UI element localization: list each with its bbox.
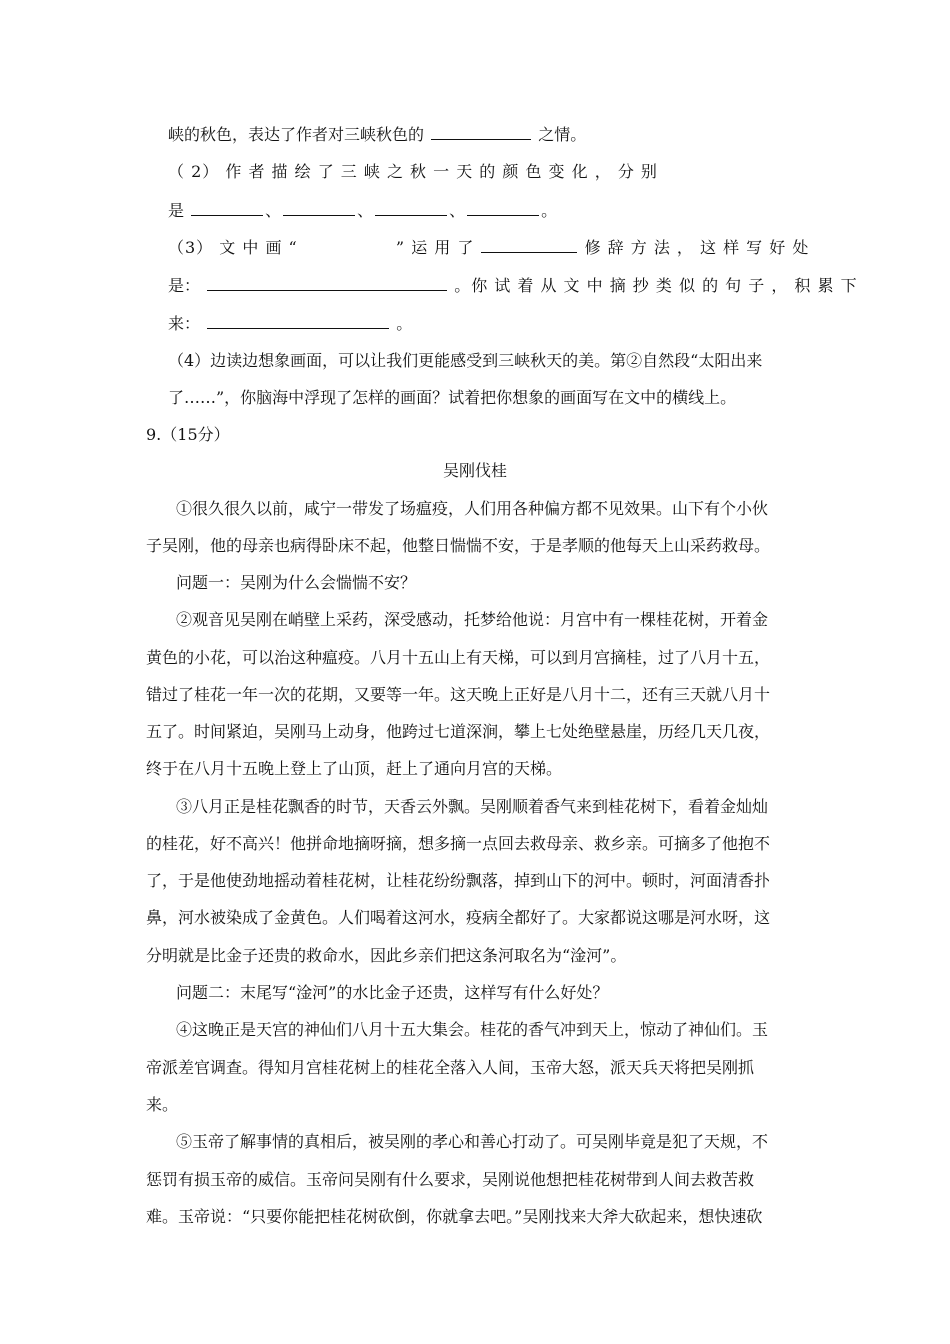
question-two: 问题二：末尾写“淦河”的水比金子还贵，这样写有什么好处？ — [176, 983, 609, 1002]
q8-line-1: 峡的秋色，表达了作者对三峡秋色的 之情。 — [168, 125, 587, 144]
answer-blank[interactable] — [375, 199, 447, 216]
p2-line-2: 黄色的小花，可以治这种瘟疫。八月十五山上有天梯，可以到月宫摘桂，过了八月十五， — [146, 648, 771, 667]
q9-heading: 9.（15分） — [146, 425, 230, 444]
p2-line-4: 五了。时间紧迫，吴刚马上动身，他跨过七道深涧，攀上七处绝壁悬崖，历经几天几夜， — [146, 722, 771, 741]
answer-blank[interactable] — [467, 199, 539, 216]
p3-line-2: 的桂花，好不高兴！他拼命地摘呀摘，想多摘一点回去救母亲、救乡亲。可摘多了他抱不 — [146, 834, 771, 853]
p3-line-1: ③八月正是桂花飘香的时节，天香云外飘。吴刚顺着香气来到桂花树下，看着金灿灿 — [176, 797, 769, 816]
p1-line-1: ①很久很久以前，咸宁一带发了场瘟疫，人们用各种偏方都不见效果。山下有个小伙 — [176, 499, 769, 518]
passage-title: 吴刚伐桂 — [442, 461, 507, 480]
p2-line-3: 错过了桂花一年一次的花期，又要等一年。这天晚上正好是八月十二，还有三天就八月十 — [146, 685, 771, 704]
p3-line-5: 分明就是比金子还贵的救命水，因此乡亲们把这条河取名为“淦河”。 — [146, 946, 627, 965]
answer-blank[interactable] — [283, 199, 355, 216]
wavy-underline-mark — [307, 237, 387, 253]
p5-line-2: 惩罚有损玉帝的威信。玉帝问吴刚有什么要求，吴刚说他想把桂花树带到人间去救苦救 — [146, 1170, 755, 1189]
answer-blank[interactable] — [207, 312, 389, 329]
answer-blank[interactable] — [481, 236, 577, 253]
question-one: 问题一：吴刚为什么会惴惴不安？ — [176, 573, 417, 592]
p3-line-3: 了，于是他使劲地摇动着桂花树，让桂花纷纷飘落，掉到山下的河中。顿时，河面清香扑 — [146, 871, 771, 890]
p5-line-3: 难。玉帝说：“只要你能把桂花树砍倒，你就拿去吧。”吴刚找来大斧大砍起来，想快速砍 — [146, 1207, 763, 1226]
answer-blank[interactable] — [191, 199, 263, 216]
q8-sub3-line-3: 来： 。 — [168, 314, 413, 333]
q8-sub3-line-1: （3） 文 中 画 “ ” 运 用 了 修 辞 方 法 ， 这 样 写 好 处 — [168, 238, 810, 257]
q8-sub3-line-2: 是： 。你 试 着 从 文 中 摘 抄 类 似 的 句 子 ， 积 累 下 — [168, 276, 858, 295]
q8-sub4-line-1: （4）边读边想象画面，可以让我们更能感受到三峡秋天的美。第②自然段“太阳出来 — [168, 351, 763, 370]
q8-sub4-line-2: 了……”，你脑海中浮现了怎样的画面？试着把你想象的画面写在文中的横线上。 — [168, 388, 737, 407]
p2-line-1: ②观音见吴刚在峭壁上采药，深受感动，托梦给他说：月宫中有一棵桂花树，开着金 — [176, 610, 769, 629]
q8-sub2-line-1: （ 2） 作 者 描 绘 了 三 峡 之 秋 一 天 的 颜 色 变 化 ， 分 别 — [168, 162, 658, 181]
p2-line-5: 终于在八月十五晚上登上了山顶，赶上了通向月宫的天梯。 — [146, 759, 563, 778]
p4-line-3: 来。 — [146, 1095, 179, 1114]
answer-blank[interactable] — [431, 123, 531, 140]
p4-line-1: ④这晚正是天宫的神仙们八月十五大集会。桂花的香气冲到天上，惊动了神仙们。玉 — [176, 1020, 769, 1039]
p5-line-1: ⑤玉帝了解事情的真相后，被吴刚的孝心和善心打动了。可吴刚毕竟是犯了天规，不 — [176, 1132, 769, 1151]
answer-blank[interactable] — [207, 274, 447, 291]
p4-line-2: 帝派差官调查。得知月宫桂花树上的桂花全落入人间，玉帝大怒，派天兵天将把吴刚抓 — [146, 1058, 755, 1077]
p3-line-4: 鼻，河水被染成了金黄色。人们喝着这河水，疫病全都好了。大家都说这哪是河水呀，这 — [146, 908, 771, 927]
q8-sub2-line-2: 是 、 、 、 。 — [168, 201, 558, 220]
p1-line-2: 子吴刚，他的母亲也病得卧床不起，他整日惴惴不安，于是孝顺的他每天上山采药救母。 — [146, 536, 771, 555]
